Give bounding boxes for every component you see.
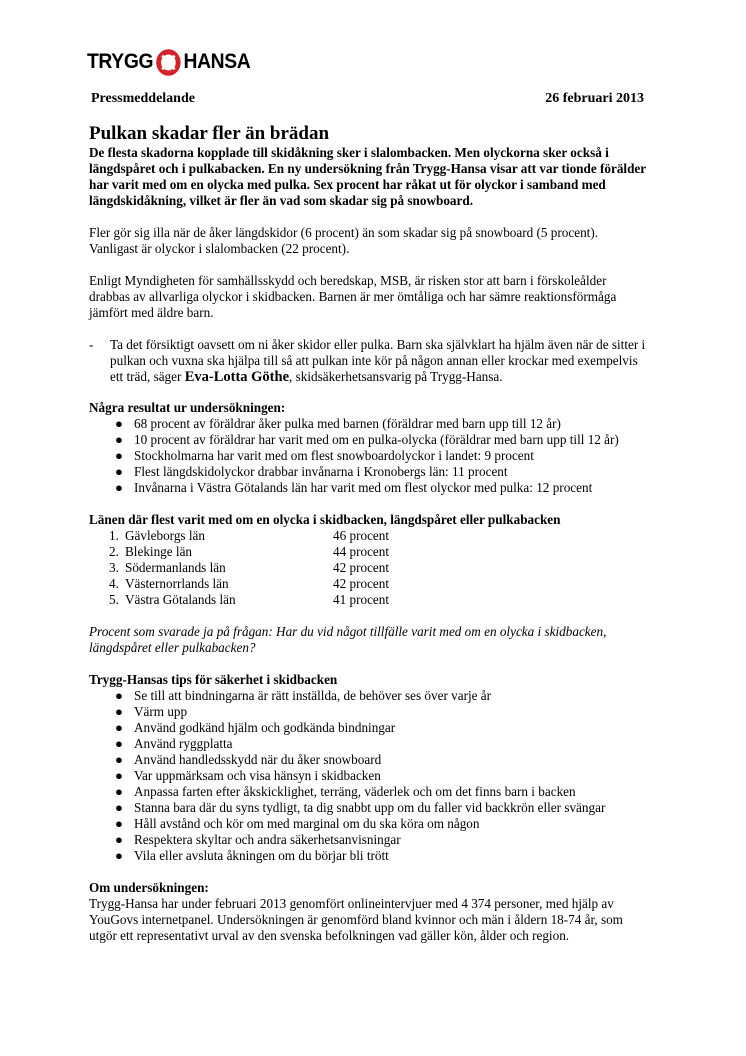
bullet-icon: ● [115,752,123,767]
list-item: ● Håll avstånd och kör om med marginal om du ska köra om någon [115,816,480,831]
quote-text: Ta det försiktigt oavsett om ni åker skidor eller pulka. Barn ska självklart ha hjälm även när de sitter i pulkan och vuxna ska hjälpa till så att pulkan inte kör på någon annan eller krockar med exempelvis ett träd, säger [110,337,646,384]
bullet-icon: ● [115,816,123,831]
document-type: Pressmeddelande [91,91,195,106]
county-row: 2. Blekinge län 44 procent [109,544,390,559]
list-item: ● Var uppmärksam och visa hänsyn i skidbacken [115,768,381,783]
county-row: 4. Västernorrlands län 42 procent [109,576,390,591]
bullet-icon: ● [115,768,123,783]
results-list [89,416,649,496]
county-row: 3. Södermanlands län 42 procent [109,560,390,575]
bullet-icon: ● [115,800,123,815]
list-item: ● Flest längdskidolyckor drabbar invånarna i Kronobergs län: 11 procent [115,464,508,479]
about-text: Trygg-Hansa har under februari 2013 genomfört onlineintervjuer med 4 374 personer, med hjälp av YouGovs internetpanel. Undersökningen är genomförd bland kvinnor och män i åldern 18-74 år, som utgör ett representativt urval av den svenska befolkningen vad gäller kön, ålder och region. [89,896,623,943]
list-item: ● Respektera skyltar och andra säkerhetsanvisningar [115,832,401,847]
list-item: ● Stockholmarna har varit med om flest snowboardolyckor i landet: 9 procent [115,448,534,463]
list-item: ● Stanna bara där du syns tydligt, ta dig snabbt upp om du faller vid backkrön eller svängar [115,800,606,815]
logo-text-left: TRYGG [87,50,154,73]
list-item: ● Använd godkänd hjälm och godkända bindningar [115,720,396,735]
list-item: ● Använd ryggplatta [115,736,233,751]
list-item: ● Värm upp [115,704,188,719]
article-title: Pulkan skadar fler än brädan [89,123,330,144]
quote-body [110,337,649,385]
tips-list [89,688,649,864]
bullet-icon: ● [115,784,123,799]
counties-title: Länen där flest varit med om en olycka i skidbacken, längdspåret eller pulkabacken [89,512,561,527]
document-header [91,91,644,107]
county-row: 1. Gävleborgs län 46 procent [109,528,390,543]
survey-question-note: Procent som svarade ja på frågan: Har du vid något tillfälle varit med om en olycka i skidbacken, längdspåret eller pulkabacken? [89,624,607,655]
county-row: 5. Västra Götalands län 41 procent [109,592,390,607]
article-body [89,123,649,944]
quote-dash: - [89,337,94,352]
list-item: ● Vila eller avsluta åkningen om du börjar bli trött [115,848,389,863]
bullet-icon: ● [115,432,123,447]
bullet-icon: ● [115,720,123,735]
trygg-hansa-logo [87,50,250,74]
list-item: ● Anpassa farten efter åkskicklighet, terräng, väderlek och om det finns barn i backen [115,784,576,799]
bullet-icon: ● [115,704,123,719]
quote-person: Eva-Lotta Göthe [184,369,290,385]
list-item: ● Använd handledsskydd när du åker snowboard [115,752,382,767]
list-item: ● 10 procent av föräldrar har varit med om en pulka-olycka (föräldrar med barn upp till 12 år) [115,432,619,447]
bullet-icon: ● [115,464,123,479]
bullet-icon: ● [115,848,123,863]
list-item: ● 68 procent av föräldrar åker pulka med barnen (föräldrar med barn upp till 12 år) [115,416,561,431]
logo-text-right: HANSA [183,50,251,73]
bullet-icon: ● [115,736,123,751]
bullet-icon: ● [115,688,123,703]
list-item: ● Invånarna i Västra Götalands län har varit med om flest olyckor med pulka: 12 procent [115,480,593,495]
tips-title: Trygg-Hansas tips för säkerhet i skidbacken [89,672,338,687]
document-date: 26 februari 2013 [545,91,644,106]
list-item: ● Se till att bindningarna är rätt inställda, de behöver ses över varje år [115,688,492,703]
bullet-icon: ● [115,480,123,495]
paragraph-2: Enligt Myndigheten för samhällsskydd och beredskap, MSB, är risken stor att barn i förskoleålder drabbas av allvarliga olyckor i skidbacken. Barnen är mer ömtåliga och har sämre reaktionsförmåga jämfört med äldre barn. [89,273,617,320]
bullet-icon: ● [115,448,123,463]
about-title: Om undersökningen: [89,880,209,895]
quote-role: , skidsäkerhetsansvarig på Trygg-Hansa. [289,369,503,384]
results-title: Några resultat ur undersökningen: [89,400,286,415]
bullet-icon: ● [115,416,123,431]
lifebuoy-icon [156,49,181,76]
article-lead: De flesta skadorna kopplade till skidåkning sker i slalombacken. Men olyckorna sker också i längdspåret och i pulkabacken. En ny undersökning från Trygg-Hansa visar att var tionde förälder har varit med om en olycka med pulka. Sex procent har råkat ut för olyckor i samband med längdskidåkning, vilket är fler än vad som skadar sig på snowboard. [89,145,646,208]
quote-paragraph [89,337,649,385]
paragraph-1: Fler gör sig illa när de åker längdskidor (6 procent) än som skadar sig på snowboard (5 procent). Vanligast är olyckor i slalombacken (22 procent). [89,225,599,256]
counties-list [89,528,649,608]
bullet-icon: ● [115,832,123,847]
